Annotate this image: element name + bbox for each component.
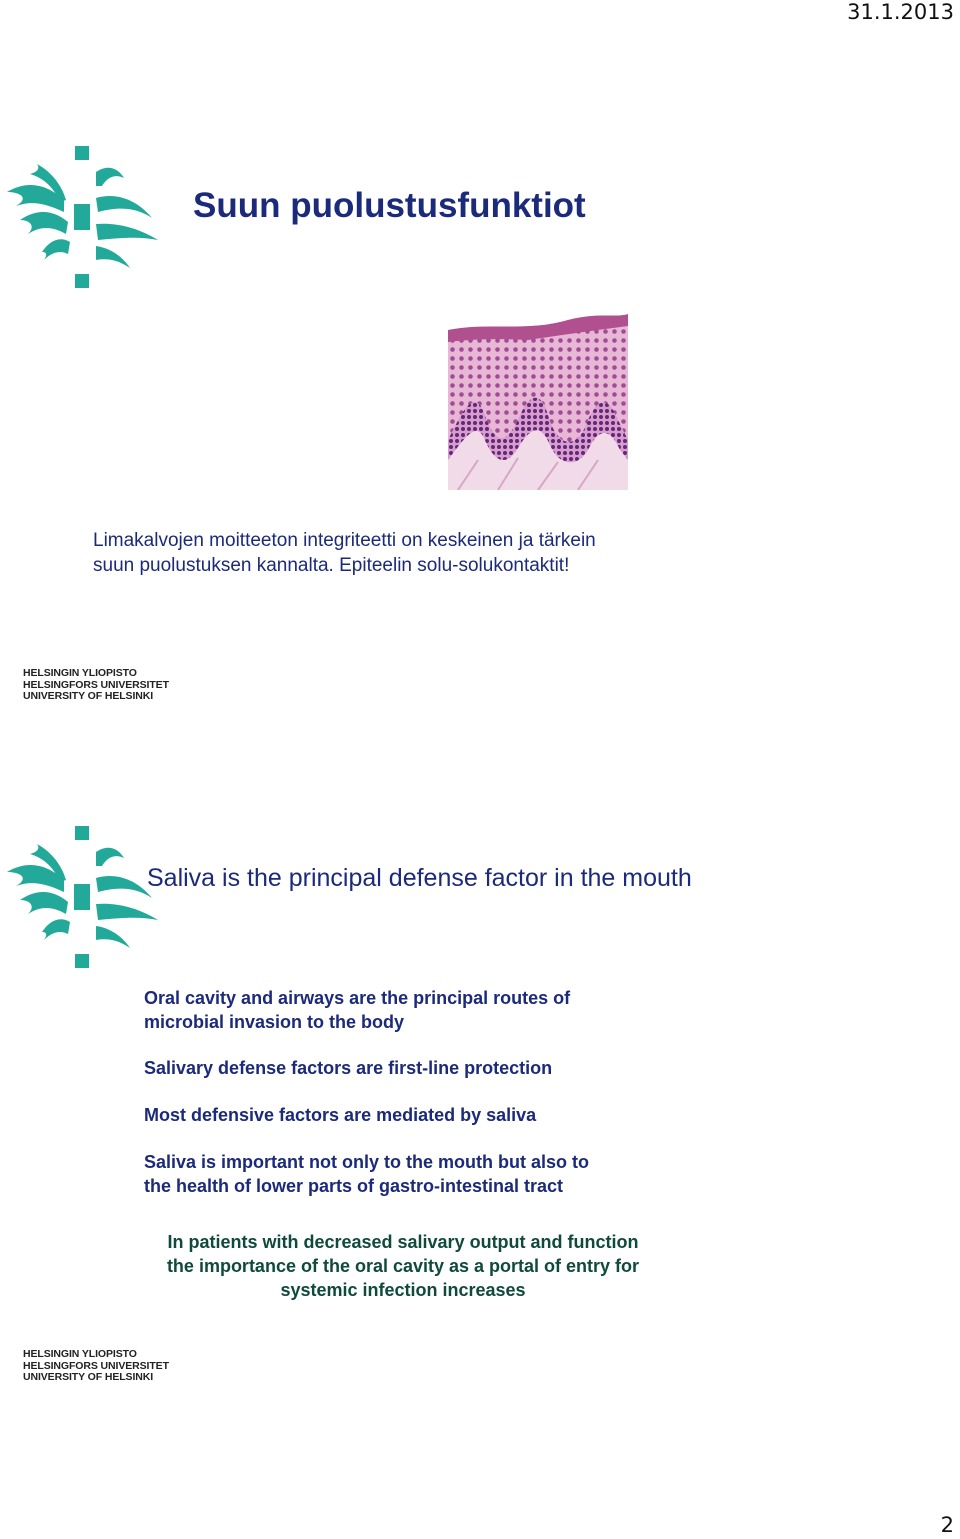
- slide1-text-line: suun puolustuksen kannalta. Epiteelin solu-solukontaktit!: [93, 555, 570, 576]
- bullet-line: microbial invasion to the body: [144, 1012, 405, 1032]
- university-name-fi: HELSINGIN YLIOPISTO: [23, 1348, 137, 1360]
- slide1-title: Suun puolustusfunktiot: [193, 186, 586, 225]
- bullet-line: the health of lower parts of gastro-intestinal tract: [144, 1176, 564, 1196]
- university-name-block: [23, 1349, 169, 1384]
- conclusion-line: the importance of the oral cavity as a portal of entry for: [166, 1256, 640, 1276]
- university-name-sv: HELSINGFORS UNIVERSITET: [23, 678, 169, 691]
- university-name-fi: HELSINGIN YLIOPISTO: [23, 667, 137, 679]
- bullet-line: Most defensive factors are mediated by saliva: [144, 1105, 537, 1125]
- bullet-item: [144, 1103, 536, 1127]
- university-flame-logo: [2, 142, 167, 292]
- university-name-block: [23, 668, 169, 703]
- bullet-line: Oral cavity and airways are the principal routes of: [144, 988, 571, 1008]
- university-name-sv: HELSINGFORS UNIVERSITET: [23, 1359, 169, 1372]
- university-name-en: UNIVERSITY OF HELSINKI: [23, 690, 154, 702]
- slide2-title: Saliva is the principal defense factor in the mouth: [147, 864, 692, 892]
- bullet-line: Saliva is important not only to the mouth but also to: [144, 1152, 590, 1172]
- conclusion-text: [138, 1230, 668, 1302]
- conclusion-line: systemic infection increases: [280, 1280, 526, 1300]
- bullet-item: [144, 986, 570, 1034]
- university-name-en: UNIVERSITY OF HELSINKI: [23, 1371, 154, 1383]
- slide1-text: [93, 528, 596, 578]
- bullet-item: [144, 1150, 589, 1198]
- epithelium-histology-image: [448, 300, 628, 490]
- bullet-item: [144, 1056, 552, 1080]
- slide-date: 31.1.2013: [847, 0, 954, 24]
- page-number: 2: [940, 1513, 954, 1537]
- bullet-line: Salivary defense factors are first-line protection: [144, 1058, 553, 1078]
- slide1-text-line: Limakalvojen moitteeton integriteetti on keskeinen ja tärkein: [93, 530, 596, 551]
- university-flame-logo: [2, 822, 167, 972]
- conclusion-line: In patients with decreased salivary output and function: [167, 1232, 639, 1252]
